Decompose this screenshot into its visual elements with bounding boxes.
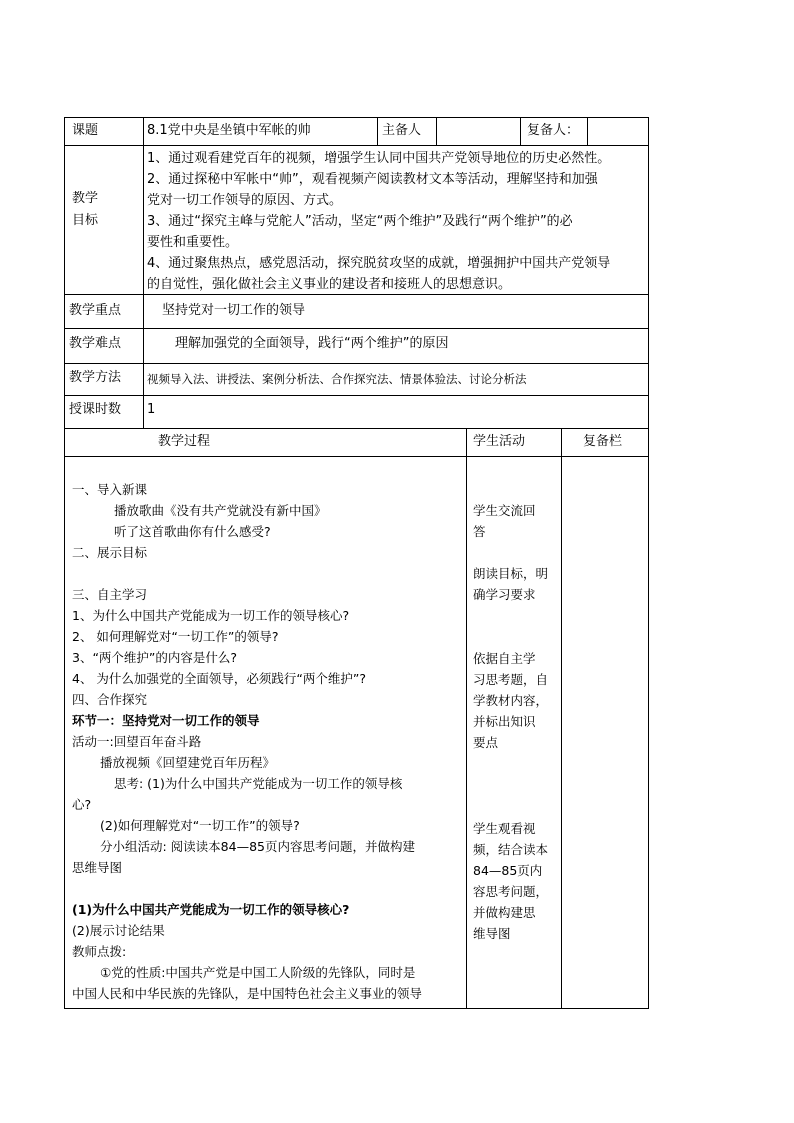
difficulty-label: 教学难点 [69, 336, 122, 351]
process-line: ①党的性质:中国共产党是中国工人阶级的先锋队，同时是 [100, 965, 416, 980]
co-value-cell [587, 117, 649, 146]
goal-line: 1、通过观看建党百年的视频，增强学生认同中国共产党领导地位的历史必然性。 [147, 151, 611, 166]
process-line: 1、为什么中国共产党能成为一切工作的领导核心? [72, 608, 350, 623]
goal-line: 党对一切工作领导的原因、方式。 [147, 193, 343, 208]
hours-value: 1 [147, 402, 156, 417]
topic-label: 课题 [72, 123, 99, 138]
student-activity-line: 并做构建思 [473, 905, 536, 920]
review-header: 复备栏 [583, 434, 623, 449]
goal-line: 的自觉性，强化做社会主义事业的建设者和接班人的思想意识。 [147, 277, 512, 292]
lead-value-cell [436, 117, 521, 146]
process-line: 一、导入新课 [72, 482, 148, 497]
student-activity-block [473, 818, 559, 944]
process-line: 4、 为什么加强党的全面领导，必须践行“两个维护”? [72, 671, 367, 686]
lead-label: 主备人 [382, 123, 422, 138]
student-header: 学生活动 [473, 434, 526, 449]
topic-value: 8.1党中央是坐镇中军帐的帅 [147, 123, 311, 138]
process-line [72, 563, 464, 584]
process-line: 2、 如何理解党对“一切工作”的领导? [72, 629, 279, 644]
process-line: 教师点拨: [72, 944, 127, 959]
student-activity-line: 依据自主学 [473, 651, 536, 666]
process-line: 三、自主学习 [72, 587, 148, 602]
goal-line: 4、通过聚焦热点，感党恩活动，探究脱贫攻坚的成就，增强拥护中国共产党领导 [147, 256, 611, 271]
process-line: (2)展示讨论结果 [72, 923, 165, 938]
student-activity-line: 学生交流回 [473, 503, 536, 518]
co-label: 复备人： [527, 123, 580, 138]
process-line: 中国人民和中华民族的先锋队，是中国特色社会主义事业的领导 [72, 986, 423, 1001]
process-line: 四、合作探究 [72, 692, 148, 707]
process-text [72, 458, 464, 1004]
hours-value-cell [143, 395, 649, 429]
method-value: 视频导入法、讲授法、案例分析法、合作探究法、情景体验法、讨论分析法 [147, 372, 527, 386]
process-header-cell [64, 428, 467, 457]
goals-label-line2: 目标 [72, 213, 99, 228]
goals-label-line1: 教学 [72, 191, 99, 206]
student-activity-line: 频，结合读本 [473, 842, 549, 857]
student-activity-line: 朗读目标，明 [473, 566, 549, 581]
student-activity-line: 学教材内容， [473, 693, 549, 708]
process-line: 播放歌曲《没有共产党就没有新中国》 [114, 503, 327, 518]
student-activity-line: 习思考题，自 [473, 672, 549, 687]
process-line: 二、展示目标 [72, 545, 148, 560]
student-activity-line: 要点 [473, 735, 499, 750]
process-line: 分小组活动: 阅读读本84—85页内容思考问题，并做构建 [100, 839, 415, 854]
process-line: 3、“两个维护”的内容是什么? [72, 650, 238, 665]
key-point-label: 教学重点 [69, 303, 122, 318]
difficulty-value: 理解加强党的全面领导，践行“两个维护”的原因 [175, 336, 449, 351]
process-line: 听了这首歌曲你有什么感受? [114, 524, 271, 539]
process-line: (1)为什么中国共产党能成为一切工作的领导核心? [72, 902, 350, 917]
process-line: 环节一：坚持党对一切工作的领导 [72, 713, 260, 728]
student-activity-line: 学生观看视 [473, 821, 536, 836]
process-line: 播放视频《回望建党百年历程》 [100, 755, 276, 770]
process-line: 活动一:回望百年奋斗路 [72, 734, 202, 749]
student-activity-line: 答 [473, 524, 486, 539]
goals-text [147, 148, 610, 295]
key-point-value: 坚持党对一切工作的领导 [162, 303, 306, 318]
hours-label: 授课时数 [69, 402, 122, 417]
method-label: 教学方法 [69, 370, 122, 385]
student-activity-line: 84—85页内 [473, 863, 543, 878]
student-activity-line: 容思考问题， [473, 884, 549, 899]
student-activity-line: 确学习要求 [473, 587, 536, 602]
process-line: 思考: (1)为什么中国共产党能成为一切工作的领导核 [114, 776, 403, 791]
process-line [72, 878, 464, 899]
student-activity-line: 维导图 [473, 926, 511, 941]
process-line: 心? [72, 797, 92, 812]
process-line: (2)如何理解党对“一切工作”的领导? [100, 818, 300, 833]
process-line: 思维导图 [72, 860, 123, 875]
process-header: 教学过程 [158, 434, 211, 449]
goal-line: 3、通过“探究主峰与党舵人”活动，坚定“两个维护”及践行“两个维护”的必 [147, 214, 573, 229]
student-activity-line: 并标出知识 [473, 714, 536, 729]
student-activity-block [473, 500, 559, 542]
student-activity-block [473, 648, 559, 753]
process-line [72, 458, 464, 479]
goal-line: 要性和重要性。 [147, 235, 239, 250]
student-activity-block [473, 563, 559, 605]
review-body-cell [561, 456, 649, 1009]
goal-line: 2、通过探秘中军帐中“帅”，观看视频产阅读教材文本等活动，理解坚持和加强 [147, 172, 598, 187]
